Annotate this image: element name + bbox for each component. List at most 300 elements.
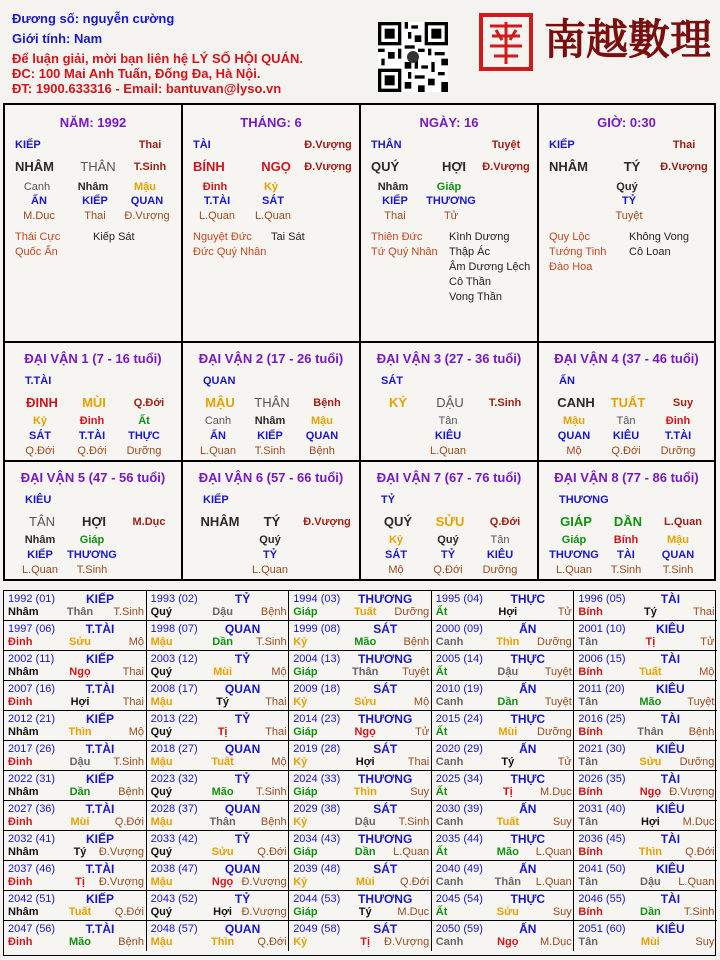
dai-van-hidden: Giáp [79,534,105,546]
year-phase: Bệnh [118,786,144,798]
year-label: 2044 (53) [293,893,341,905]
year-star: TỶ [234,772,251,786]
year-label: 2024 (33) [293,773,341,785]
year-label: 2017 (26) [8,743,56,755]
year-stem: Quý [150,726,172,738]
year-cell[interactable] [147,651,290,681]
pillar-title: NĂM: 1992 [59,115,127,130]
owner-value: nguyễn cường [82,11,175,26]
hidden-stem-star: KIẾP [382,195,408,207]
dai-van-hidden: Mậu [563,415,585,427]
dai-van-hidden-phase: Q.Đới [611,445,641,457]
year-phase: Bệnh [260,606,287,618]
year-label: 2008 (17) [150,683,198,695]
year-star: TỶ [234,712,251,726]
pillar-stem-phase: Thai [138,139,162,151]
year-label: 2050 (59) [435,923,483,935]
year-cell[interactable] [4,651,147,681]
year-stem: Tân [578,756,598,768]
contact-line: Để luận giải, mời bạn liên hệ LÝ SỐ HỘI QUÁN. [12,51,303,66]
year-phase: Tử [557,606,572,618]
year-stem: Nhâm [8,786,39,798]
dai-van-branch: TUẤT [610,395,646,410]
year-branch: Dậu [69,756,91,768]
year-star: KIẾP [85,772,114,786]
year-cell[interactable] [574,921,717,951]
year-branch: Dậu [640,876,661,888]
phone-email-line[interactable]: ĐT: 1900.633316 - Email: bantuvan@lyso.vn [12,81,282,96]
year-branch: Sửu [639,756,662,768]
dai-van-cell[interactable] [539,343,714,462]
year-branch: Dần [640,906,661,918]
year-cell[interactable] [432,621,575,651]
auspicious-star: Đào Hoa [549,261,593,273]
dai-van-stem: ĐINH [26,395,58,410]
year-stem: Ất [435,906,448,918]
pillar-branch-phase: T.Sinh [133,161,167,173]
year-phase: Bệnh [403,636,430,648]
year-stem: Ất [435,606,448,618]
year-star: ẤN [519,622,537,636]
year-cell[interactable] [574,681,717,711]
year-cell[interactable] [289,861,432,891]
year-phase: Bệnh [688,726,715,738]
year-stem: Quý [150,906,172,918]
year-label: 1997 (06) [8,623,56,635]
year-branch: Ngọ [354,726,376,738]
year-cell[interactable] [4,831,147,861]
year-branch: Sửu [496,906,519,918]
year-star: THỰC [510,712,546,726]
dai-van-cell[interactable] [539,462,714,579]
year-branch: Dần [497,696,519,708]
year-star: THỰC [510,592,546,606]
year-stem: Giáp [293,726,318,738]
year-stem: Kỷ [293,876,308,888]
year-cell[interactable] [574,741,717,771]
year-label: 2009 (18) [293,683,341,695]
dai-van-cell[interactable] [183,343,361,462]
year-cell[interactable] [574,891,717,921]
year-label: 2013 (22) [150,713,198,725]
year-cell[interactable] [289,621,432,651]
owner-line [12,11,174,26]
year-stem: Nhâm [8,606,39,618]
year-label: 2015 (24) [435,713,483,725]
year-cell[interactable] [432,831,575,861]
pillar-branch-phase: Đ.Vượng [482,161,530,173]
year-label: 2034 (43) [293,833,341,845]
year-star: QUAN [224,682,261,696]
dai-van-hidden: Mậu [667,534,689,546]
year-cell[interactable] [4,921,147,951]
year-label: 1992 (01) [8,593,56,605]
year-phase: Đ.Vượng [241,876,287,888]
year-cell[interactable] [432,771,575,801]
dai-van-title: ĐẠI VẬN 8 (77 - 86 tuổi) [554,470,699,485]
dai-van-branch: THÂN [254,395,290,410]
year-cell[interactable] [147,861,290,891]
dai-van-title: ĐẠI VẬN 2 (17 - 26 tuổi) [198,351,344,366]
year-cell[interactable] [432,801,575,831]
pillar-stem-star: THÂN [371,139,402,151]
year-branch: Tuất [353,606,377,618]
year-branch: Thân [494,876,521,888]
year-cell[interactable] [574,861,717,891]
hidden-stem-star: T.TÀI [203,195,231,207]
year-phase: Mộ [128,636,144,648]
year-cell[interactable] [147,621,290,651]
year-star: QUAN [224,802,261,816]
year-label: 2005 (14) [435,653,483,665]
year-label: 2001 (10) [578,623,626,635]
inauspicious-star: Cô Loan [629,246,671,258]
year-phase: T.Sinh [398,816,430,828]
year-cell[interactable] [4,771,147,801]
dai-van-hidden: Quý [259,534,281,546]
dai-van-hidden-star: THƯƠNG [67,549,117,561]
year-stem: Giáp [293,846,318,858]
year-cell[interactable] [147,771,290,801]
dai-van-title: ĐẠI VẬN 5 (47 - 56 tuổi) [20,470,166,485]
year-branch: Mùi [355,876,375,888]
year-branch: Mùi [640,936,660,948]
year-phase: Dưỡng [537,726,572,738]
year-cell[interactable] [432,711,575,741]
year-phase: M.Dục [540,786,572,798]
year-phase: Đ.Vượng [98,846,144,858]
year-branch: Hợi [213,906,232,918]
dai-van-title: ĐẠI VẬN 6 (57 - 66 tuổi) [198,470,344,485]
inauspicious-star: Kình Dương [449,231,510,243]
year-star: KIÊU [656,682,685,696]
inauspicious-star: Tai Sát [271,231,305,243]
year-cell[interactable] [4,891,147,921]
year-branch: Mùi [213,666,233,678]
year-phase: Đ.Vượng [241,906,287,918]
year-label: 2035 (44) [435,833,483,845]
dai-van-hidden: Đinh [665,415,691,427]
dai-van-hidden: Canh [204,415,232,427]
year-phase: Thai [407,756,430,768]
year-cell[interactable] [432,861,575,891]
year-cell[interactable] [574,801,717,831]
year-branch: Tý [216,696,230,708]
year-cell[interactable] [147,801,290,831]
year-branch: Sửu [211,846,234,858]
dai-van-stem: GIÁP [560,514,592,529]
year-phase: T.Sinh [113,606,144,618]
year-cell[interactable] [4,681,147,711]
year-label: 2046 (55) [578,893,626,905]
year-cell[interactable] [147,891,290,921]
year-stem: Ất [435,726,448,738]
brand-logo [540,6,710,64]
year-cell[interactable] [147,711,290,741]
dai-van-hidden-star: TỶ [262,549,278,561]
year-branch: Mão [354,636,377,648]
hidden-stem: Mậu [134,181,156,193]
year-stem: Mậu [150,816,173,828]
year-stem: Ất [435,846,448,858]
dai-van-phase: Suy [672,397,694,409]
year-branch: Hợi [640,816,660,828]
dai-van-branch: SỬU [435,514,465,529]
hidden-stem: Quý [616,181,638,193]
year-cell[interactable] [432,591,575,621]
year-stem: Đinh [8,816,33,828]
year-branch: Ngọ [497,936,519,948]
year-cell[interactable] [147,921,290,951]
year-cell[interactable] [4,741,147,771]
year-star: QUAN [224,622,261,636]
hidden-stem: Kỷ [263,181,279,193]
year-stem: Ất [435,666,448,678]
year-phase: T.Sinh [683,906,715,918]
year-phase: Tuyệt [544,666,572,678]
year-phase: Q.Đới [399,876,430,888]
year-phase: Mộ [271,666,287,678]
year-phase: Dưỡng [537,636,572,648]
year-phase: Đ.Vượng [384,936,430,948]
year-label: 2033 (42) [150,833,198,845]
year-cell[interactable] [574,651,717,681]
year-stem: Canh [435,636,464,648]
dai-van-hidden-star: ẤN [210,430,226,442]
year-cell[interactable] [574,831,717,861]
year-star: TÀI [660,592,681,606]
year-cell[interactable] [289,921,432,951]
year-label: 2016 (25) [578,713,626,725]
pillar-branch: THÂN [80,159,116,174]
dai-van-cell[interactable] [361,343,539,462]
hidden-stem-star: TỶ [621,195,637,207]
year-cell[interactable] [147,831,290,861]
year-cell[interactable] [4,711,147,741]
dai-van-cell[interactable] [183,462,361,579]
year-stem: Tân [578,936,598,948]
year-stem: Đinh [8,636,33,648]
year-stem: Kỷ [293,756,308,768]
year-cell[interactable] [4,621,147,651]
hidden-stem: Đinh [202,181,228,193]
year-stem: Quý [150,606,172,618]
year-star: THƯƠNG [358,652,413,666]
year-cell[interactable] [289,771,432,801]
year-phase: Suy [552,906,572,918]
year-label: 2002 (11) [8,653,55,665]
hidden-stem-phase: M.Dục [23,210,55,222]
dai-van-hidden: Giáp [561,534,587,546]
hidden-stem: Giáp [436,181,462,193]
pillar-stem-phase: Tuyệt [491,139,521,151]
year-phase: Tử [700,636,715,648]
dai-van-hidden-star: TÀI [617,549,635,561]
year-cell[interactable] [147,591,290,621]
dai-van-branch: MÙI [82,395,106,410]
dai-van-hidden-star: TỶ [440,549,456,561]
year-cell[interactable] [574,711,717,741]
year-phase: Dưỡng [679,756,715,768]
year-stem: Đinh [8,876,33,888]
owner-label: Đương số: [12,11,80,26]
year-cell[interactable] [289,651,432,681]
year-phase: M.Dục [682,816,715,828]
year-cell[interactable] [289,831,432,861]
year-cell[interactable] [574,591,717,621]
year-label: 2000 (09) [435,623,483,635]
hidden-stem: Canh [23,181,51,193]
dai-van-star: ẤN [559,375,575,387]
year-label: 2020 (29) [435,743,483,755]
dai-van-star: T.TÀI [25,375,52,387]
dai-van-phase: Q.Đới [489,516,521,528]
pillar-cell [539,105,714,343]
year-phase: Bệnh [118,936,144,948]
year-star: KIÊU [656,742,685,756]
year-label: 2041 (50) [578,863,626,875]
year-phase: Dưỡng [394,606,430,618]
year-label: 2003 (12) [150,653,198,665]
year-stem: Bính [578,846,603,858]
year-branch: Ngọ [211,876,234,888]
pillar-cell [361,105,539,343]
dai-van-hidden-phase: L.Quan [251,564,289,576]
dai-van-phase: Bệnh [313,397,341,409]
dai-van-star: SÁT [381,375,403,387]
year-cell[interactable] [289,801,432,831]
year-phase: Q.Đới [257,936,287,948]
year-label: 2023 (32) [150,773,198,785]
year-label: 2042 (51) [8,893,56,905]
year-branch: Sửu [68,636,92,648]
year-cell[interactable] [4,861,147,891]
red-seal-icon [478,12,534,72]
year-branch: Hợi [498,606,518,618]
year-cell[interactable] [147,741,290,771]
year-cell[interactable] [574,621,717,651]
year-label: 2051 (60) [578,923,626,935]
year-stem: Quý [150,666,172,678]
year-star: TÀI [660,652,681,666]
inauspicious-star: Kiếp Sát [93,231,135,243]
dai-van-stem: QUÝ [383,514,413,529]
dai-van-cell[interactable] [5,462,183,579]
pillar-cell [5,105,183,343]
year-cell[interactable] [574,771,717,801]
hidden-stem-phase: Thai [384,210,406,222]
year-phase: Suy [410,786,430,798]
year-cell[interactable] [432,651,575,681]
year-star: THƯƠNG [358,592,413,606]
year-cell[interactable] [432,891,575,921]
year-star: TỶ [234,652,251,666]
year-stem: Kỷ [293,936,308,948]
year-stem: Bính [578,786,603,798]
year-star: TÀI [660,832,681,846]
year-star: ẤN [519,802,537,816]
year-stem: Kỷ [293,636,308,648]
dai-van-branch: TÝ [263,514,281,529]
year-stem: Giáp [293,606,318,618]
year-phase: Tuyệt [544,696,572,708]
year-stem: Mậu [150,696,173,708]
year-branch: Ngọ [639,786,662,798]
year-branch: Thìn [496,636,520,648]
dai-van-hidden-phase: T.Sinh [662,564,694,576]
year-cell[interactable] [289,891,432,921]
year-cell[interactable] [147,681,290,711]
year-stem: Giáp [293,786,318,798]
dai-van-stem: CANH [557,395,595,410]
qr-code-icon [378,22,448,92]
year-branch: Tuất [211,756,234,768]
year-branch: Tý [358,906,372,918]
year-phase: Tuyệt [402,666,430,678]
year-star: KIÊU [656,922,685,936]
dai-van-title: ĐẠI VẬN 3 (27 - 36 tuổi) [376,351,522,366]
year-cell[interactable] [432,741,575,771]
year-stem: Mậu [150,636,173,648]
dai-van-title: ĐẠI VẬN 1 (7 - 16 tuổi) [24,351,162,366]
year-cell[interactable] [432,921,575,951]
pillar-stem: QUÝ [371,159,400,174]
dai-van-cell[interactable] [361,462,539,579]
pillar-title: GIỜ: 0:30 [597,115,656,130]
dai-van-title: ĐẠI VẬN 4 (37 - 46 tuổi) [554,351,699,366]
year-star: KIẾP [85,832,114,846]
dai-van-cell[interactable] [5,343,183,462]
year-cell[interactable] [4,591,147,621]
dai-van-hidden-phase: L.Quan [429,445,467,457]
dai-van-phase: Đ.Vượng [303,516,351,528]
year-cell[interactable] [4,801,147,831]
dai-van-star: THƯƠNG [559,494,609,506]
dai-van-stem: MẬU [205,395,235,410]
year-label: 2047 (56) [8,923,56,935]
year-phase: Q.Đới [685,846,715,858]
year-stem: Quý [150,786,172,798]
year-label: 2043 (52) [150,893,198,905]
year-cell[interactable] [432,681,575,711]
dai-van-stem: NHÂM [200,514,240,529]
year-branch: Tị [502,786,513,798]
year-star: KIẾP [85,892,114,906]
year-phase: Mộ [699,666,715,678]
dai-van-hidden: Nhâm [24,534,56,546]
dai-van-hidden-phase: T.Sinh [254,445,286,457]
dai-van-star: KIẾP [203,494,229,506]
year-label: 2031 (40) [578,803,626,815]
year-cell[interactable] [289,591,432,621]
year-cell[interactable] [289,741,432,771]
dai-van-hidden-star: QUAN [557,430,591,442]
year-phase: L.Quan [535,846,572,858]
year-branch: Tị [75,876,85,888]
dai-van-hidden-phase: Mộ [566,445,582,457]
year-branch: Thìn [68,726,92,738]
year-cell[interactable] [289,711,432,741]
dai-van-hidden: Quý [437,534,459,546]
year-stem: Kỷ [293,696,308,708]
year-label: 2048 (57) [150,923,198,935]
pillar-stem-phase: Thai [672,139,696,151]
year-star: T.TÀI [85,622,115,636]
dai-van-hidden: Mậu [311,415,333,427]
year-phase: Tử [557,756,572,768]
dai-van-hidden-phase: Bệnh [309,445,335,457]
year-cell[interactable] [289,681,432,711]
